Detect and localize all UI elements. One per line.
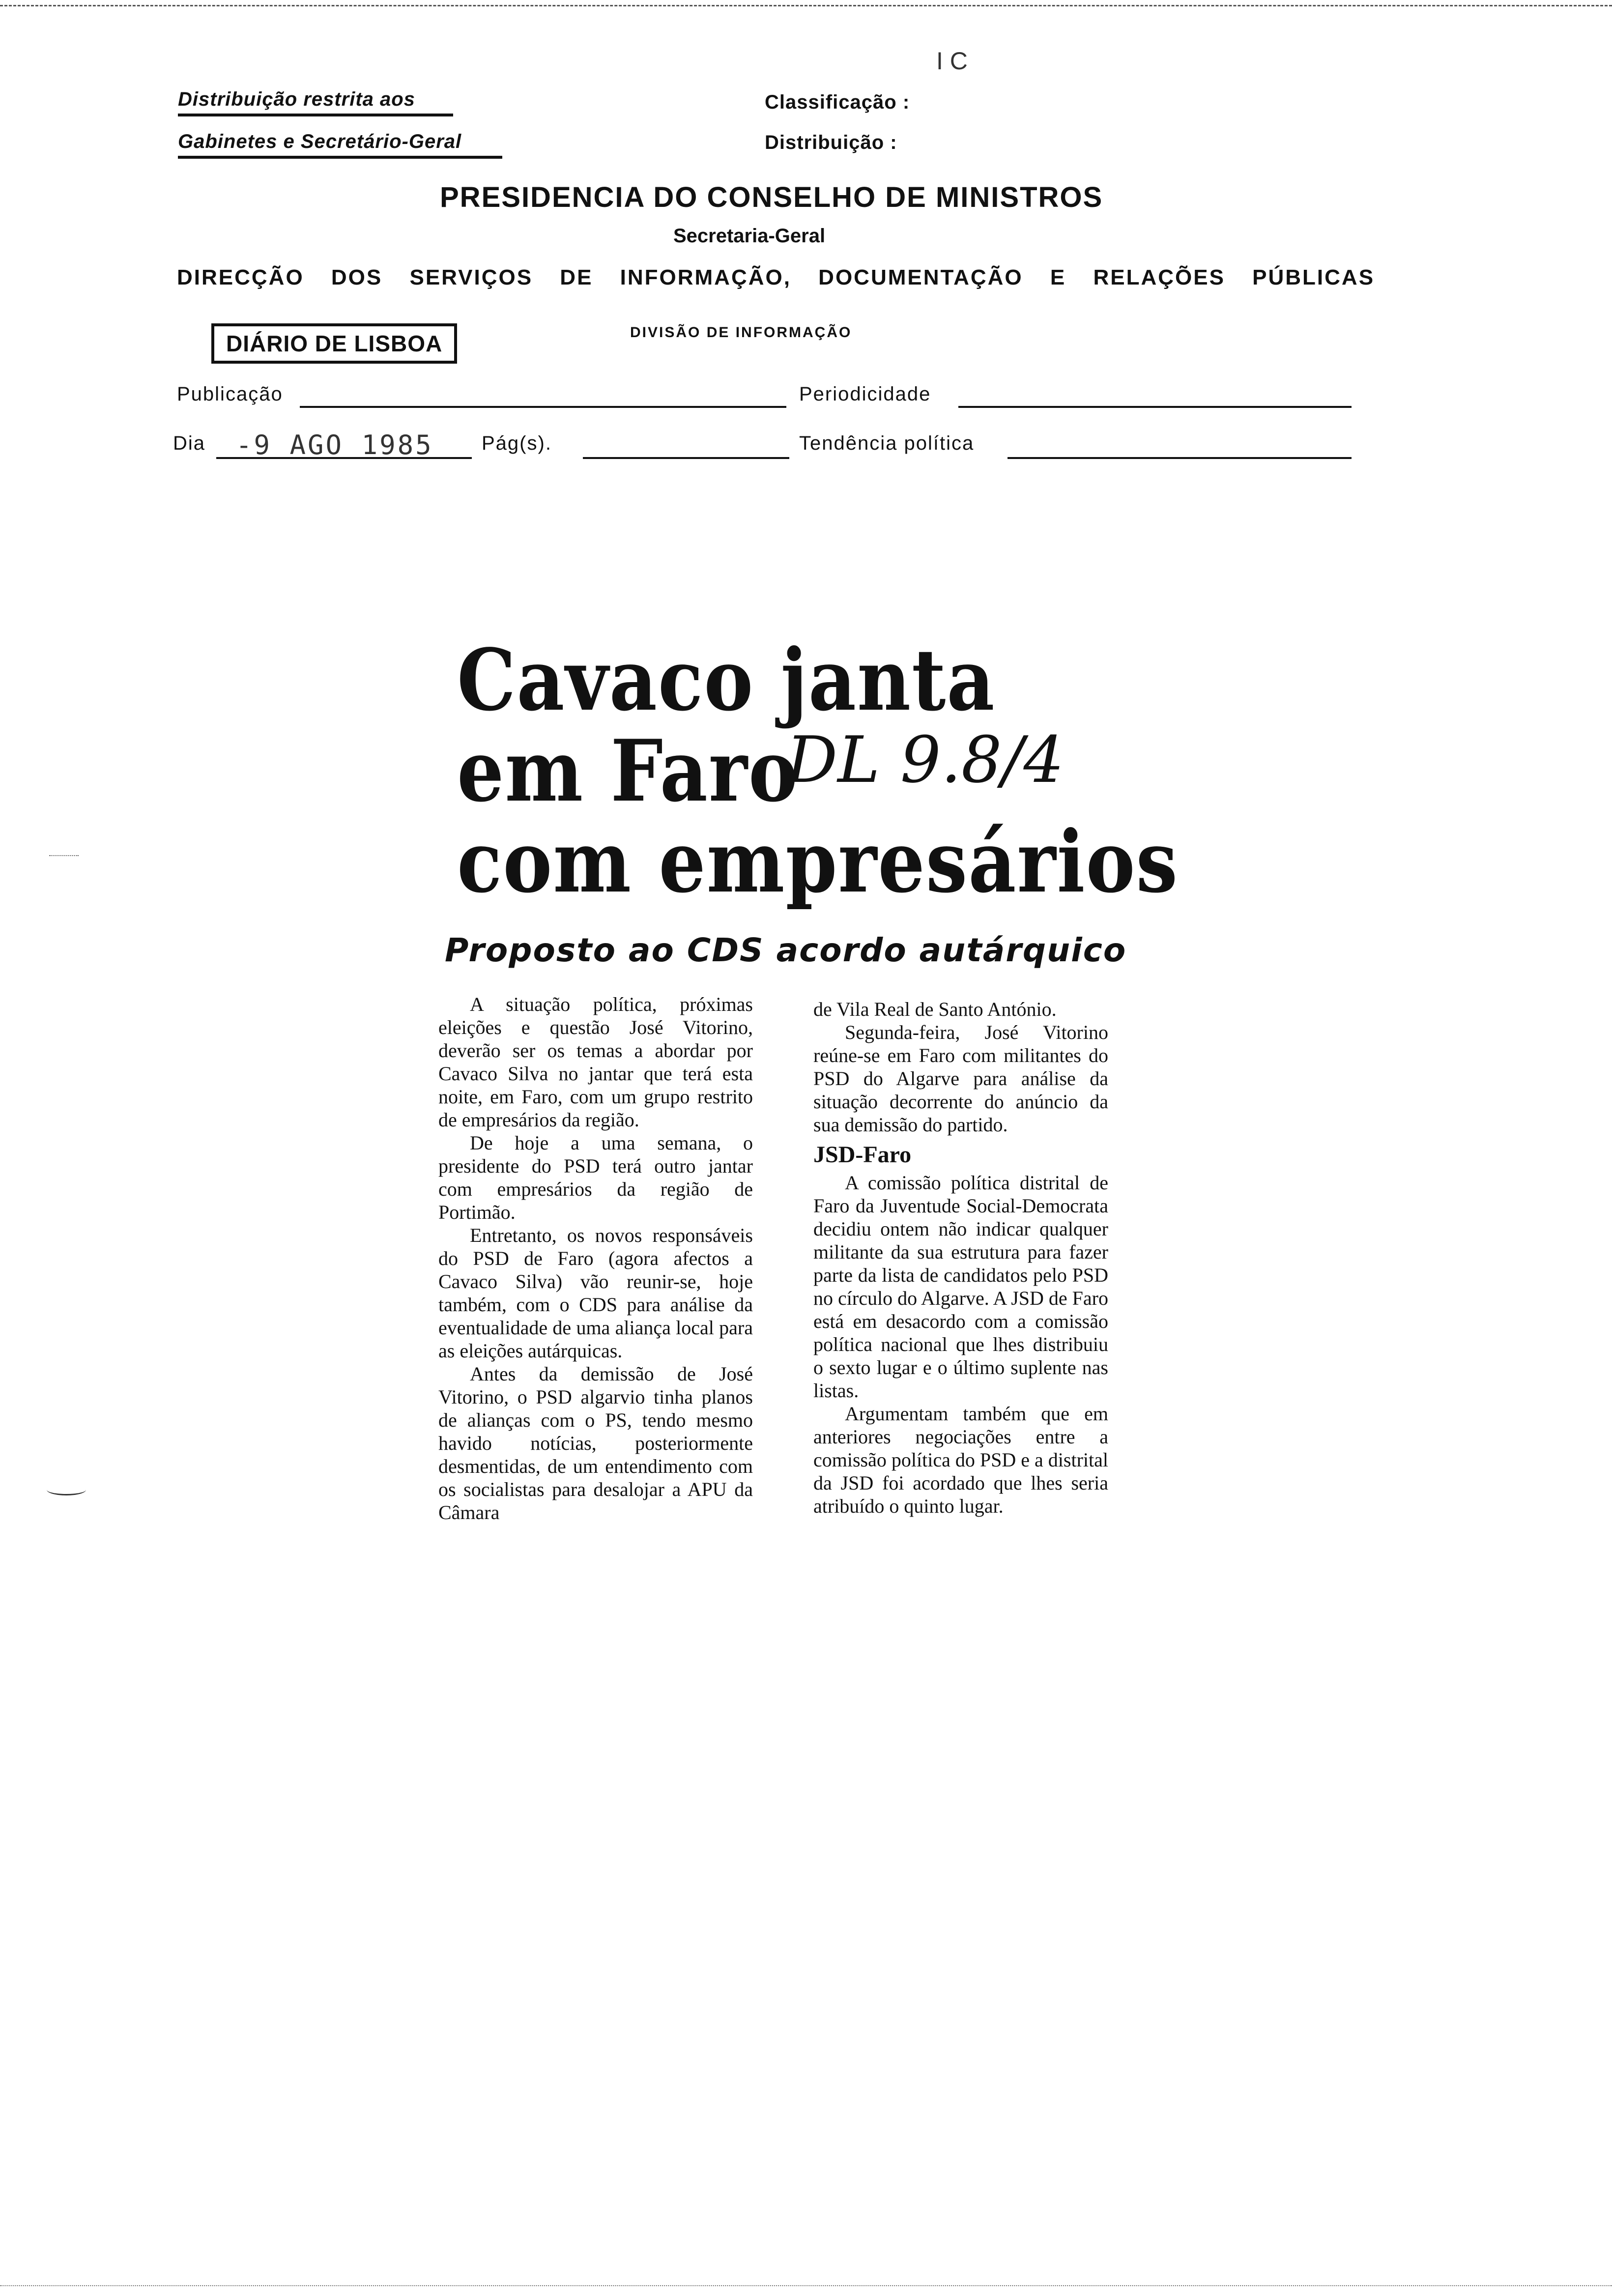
paragraph: Antes da demissão de José Vitorino, o PSD algarvio tinha planos de alianças com o PS, tendo mesmo havido notícias, posteriormente desmentidas, de um entendimento com os socialistas para desalojar a APU da Câmara bbox=[438, 1363, 753, 1523]
distribuicao-label: Distribuição : bbox=[765, 132, 897, 153]
restricted-line-2: Gabinetes e Secretário-Geral bbox=[178, 131, 502, 159]
paragraph: A situação política, próximas eleições e questão José Vitorino, deverão ser os temas a abordar por Cavaco Silva no jantar que terá esta noite, em Faro, com um grupo restrito de empresários da região. bbox=[438, 993, 753, 1131]
section-title: JSD-Faro bbox=[813, 1142, 912, 1168]
headline-line-1: Cavaco janta bbox=[457, 631, 996, 730]
headline-line-2: em Faro bbox=[457, 721, 799, 821]
handwritten-note: DL 9.8/4 bbox=[786, 722, 1065, 797]
tendencia-line bbox=[1008, 457, 1352, 459]
ministry-title: PRESIDENCIA DO CONSELHO DE MINISTROS bbox=[440, 181, 1103, 213]
restricted-line-1: Distribuição restrita aos bbox=[178, 88, 453, 116]
pags-line bbox=[583, 457, 789, 459]
newspaper-name-box: DIÁRIO DE LISBOA bbox=[211, 323, 457, 364]
top-mark: I C bbox=[936, 47, 968, 75]
publicacao-line bbox=[300, 406, 786, 408]
headline-line-3: com empresários bbox=[457, 812, 1179, 912]
pags-label: Pág(s). bbox=[482, 432, 552, 454]
paragraph: de Vila Real de Santo António. bbox=[813, 998, 1057, 1020]
dia-label: Dia bbox=[173, 432, 206, 454]
paragraph: Entretanto, os novos responsáveis do PSD de Faro (agora afectos a Cavaco Silva) vão reunir-se, hoje também, com o CDS para análise da eventualidade de uma aliança local para as eleições autárquicas. bbox=[438, 1224, 753, 1362]
paragraph: De hoje a uma semana, o presidente do PSD terá outro jantar com empresários da região de Portimão. bbox=[438, 1132, 753, 1223]
paragraph: Argumentam também que em anteriores negociações entre a comissão política do PSD e a distrital da JSD foi acordado que lhes seria atribuído o quinto lugar. bbox=[813, 1403, 1108, 1517]
article-right-column bbox=[813, 998, 1108, 1518]
publicacao-label: Publicação bbox=[177, 383, 283, 405]
top-edge-rule bbox=[0, 5, 1612, 6]
scan-mark bbox=[49, 845, 79, 856]
subheadline: Proposto ao CDS acordo autárquico bbox=[445, 931, 1127, 969]
divisao-informacao: DIVISÃO DE INFORMAÇÃO bbox=[630, 324, 852, 341]
classificacao-label: Classificação : bbox=[765, 91, 910, 113]
bottom-edge-rule bbox=[0, 2285, 1612, 2286]
scan-mark bbox=[47, 1484, 86, 1495]
paragraph: Segunda-feira, José Vitorino reúne-se em Faro com militantes do PSD do Algarve para análise da situação decorrente do anúncio da sua demissão do partido. bbox=[813, 1021, 1108, 1136]
date-stamp: -9 AGO 1985 bbox=[236, 430, 433, 460]
direccao-line: DIRECÇÃO DOS SERVIÇOS DE INFORMAÇÃO, DOCUMENTAÇÃO E RELAÇÕES PÚBLICAS bbox=[177, 265, 1375, 289]
periodicidade-line bbox=[958, 406, 1352, 408]
article-left-column bbox=[438, 993, 753, 1524]
periodicidade-label: Periodicidade bbox=[799, 383, 931, 405]
paragraph: A comissão política distrital de Faro da Juventude Social-Democrata decidiu ontem não indicar qualquer militante da sua estrutura para fazer parte da lista de candidatos pelo PSD no círculo do Algarve. A JSD de Faro está em desacordo com a comissão política nacional que lhes distribuiu o sexto lugar e o último suplente nas listas. bbox=[813, 1172, 1108, 1402]
tendencia-label: Tendência política bbox=[799, 432, 975, 454]
secretaria-geral: Secretaria-Geral bbox=[673, 225, 826, 247]
